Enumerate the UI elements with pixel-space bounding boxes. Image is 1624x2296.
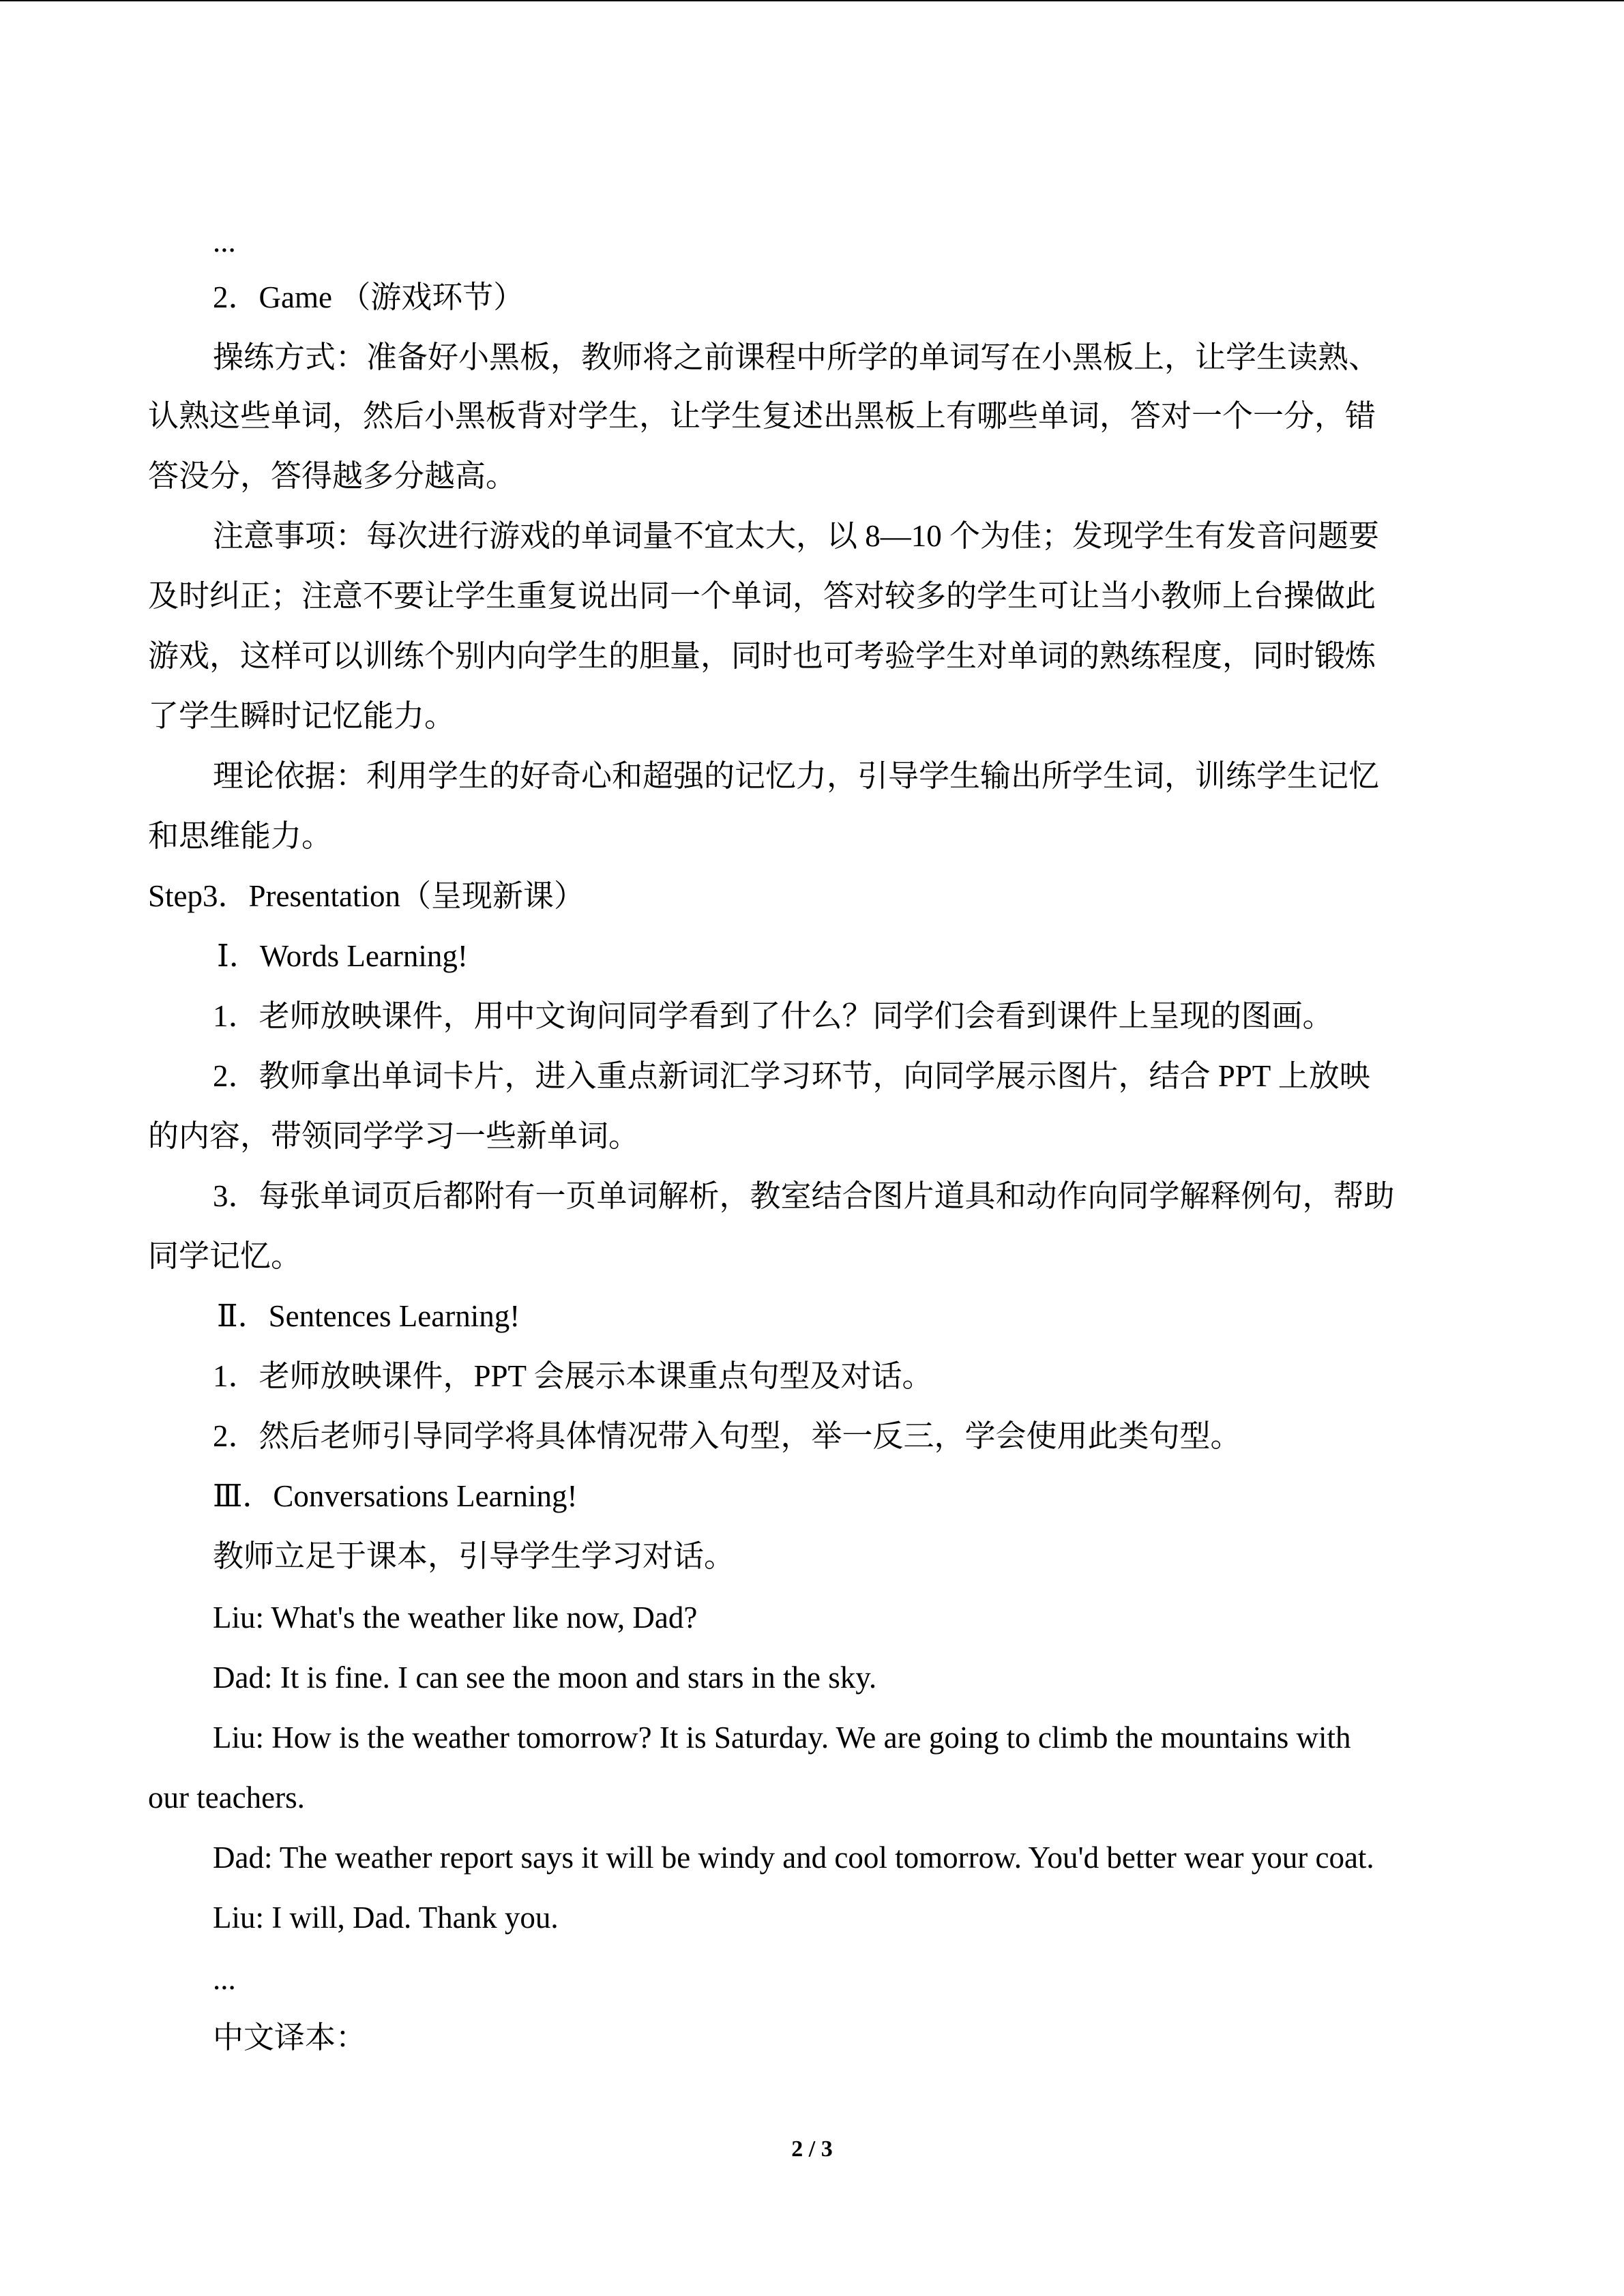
paragraph-line: 及时纠正；注意不要让学生重复说出同一个单词，答对较多的学生可让当小教师上台操做此 [148, 579, 1376, 613]
paragraph-line: 理论依据：利用学生的好奇心和超强的记忆力，引导学生输出所学生词，训练学生记忆 [213, 759, 1380, 793]
paragraph-line: 中文译本： [213, 2021, 367, 2055]
text-line: ... [213, 224, 236, 258]
list-item-continuation: 的内容，带领同学学习一些新单词。 [148, 1119, 640, 1153]
paragraph-line: 操练方式：准备好小黑板，教师将之前课程中所学的单词写在小黑板上，让学生读熟、 [213, 340, 1380, 374]
dialogue-line-continuation: our teachers. [148, 1780, 305, 1815]
paragraph-line: 了学生瞬时记忆能力。 [148, 699, 456, 733]
section-heading: Step3．Presentation（呈现新课） [148, 879, 585, 913]
list-item: 2．教师拿出单词卡片，进入重点新词汇学习环节，向同学展示图片，结合 PPT 上放映 [213, 1059, 1370, 1093]
text-line: ... [213, 1962, 236, 1996]
paragraph-line: 注意事项：每次进行游戏的单词量不宜太大，以 8—10 个为佳；发现学生有发音问题要 [213, 519, 1380, 553]
subsection-heading: Ⅰ．Words Learning! [217, 939, 468, 973]
dialogue-line: Liu: What's the weather like now, Dad? [213, 1600, 698, 1635]
subsection-heading: Ⅲ．Conversations Learning! [213, 1479, 578, 1513]
dialogue-line: Dad: The weather report says it will be windy and cool tomorrow. You'd better wear your coat. [213, 1840, 1374, 1875]
subsection-heading: Ⅱ．Sentences Learning! [217, 1299, 520, 1333]
list-item-continuation: 同学记忆。 [148, 1239, 302, 1273]
list-item: 1．老师放映课件，用中文询问同学看到了什么？同学们会看到课件上呈现的图画。 [213, 999, 1333, 1033]
list-item: 1．老师放映课件，PPT 会展示本课重点句型及对话。 [213, 1359, 933, 1393]
paragraph-line: 游戏，这样可以训练个别内向学生的胆量，同时也可考验学生对单词的熟练程度，同时锻炼 [148, 639, 1376, 673]
dialogue-line: Liu: How is the weather tomorrow? It is Saturday. We are going to climb the mountains with [213, 1720, 1351, 1755]
list-item: 2．然后老师引导同学将具体情况带入句型，举一反三，学会使用此类句型。 [213, 1419, 1241, 1453]
page-number: 2 / 3 [791, 2136, 833, 2162]
paragraph-line: 认熟这些单词，然后小黑板背对学生，让学生复述出黑板上有哪些单词，答对一个一分，错 [148, 399, 1376, 433]
dialogue-line: Liu: I will, Dad. Thank you. [213, 1900, 559, 1935]
paragraph-line: 和思维能力。 [148, 819, 333, 853]
dialogue-line: Dad: It is fine. I can see the moon and stars in the sky. [213, 1660, 877, 1695]
paragraph-line: 教师立足于课本，引导学生学习对话。 [213, 1539, 735, 1573]
section-heading: 2．Game （游戏环节） [213, 280, 525, 314]
list-item: 3．每张单词页后都附有一页单词解析，教室结合图片道具和动作向同学解释例句，帮助 [213, 1179, 1395, 1213]
paragraph-line: 答没分，答得越多分越高。 [148, 459, 517, 493]
